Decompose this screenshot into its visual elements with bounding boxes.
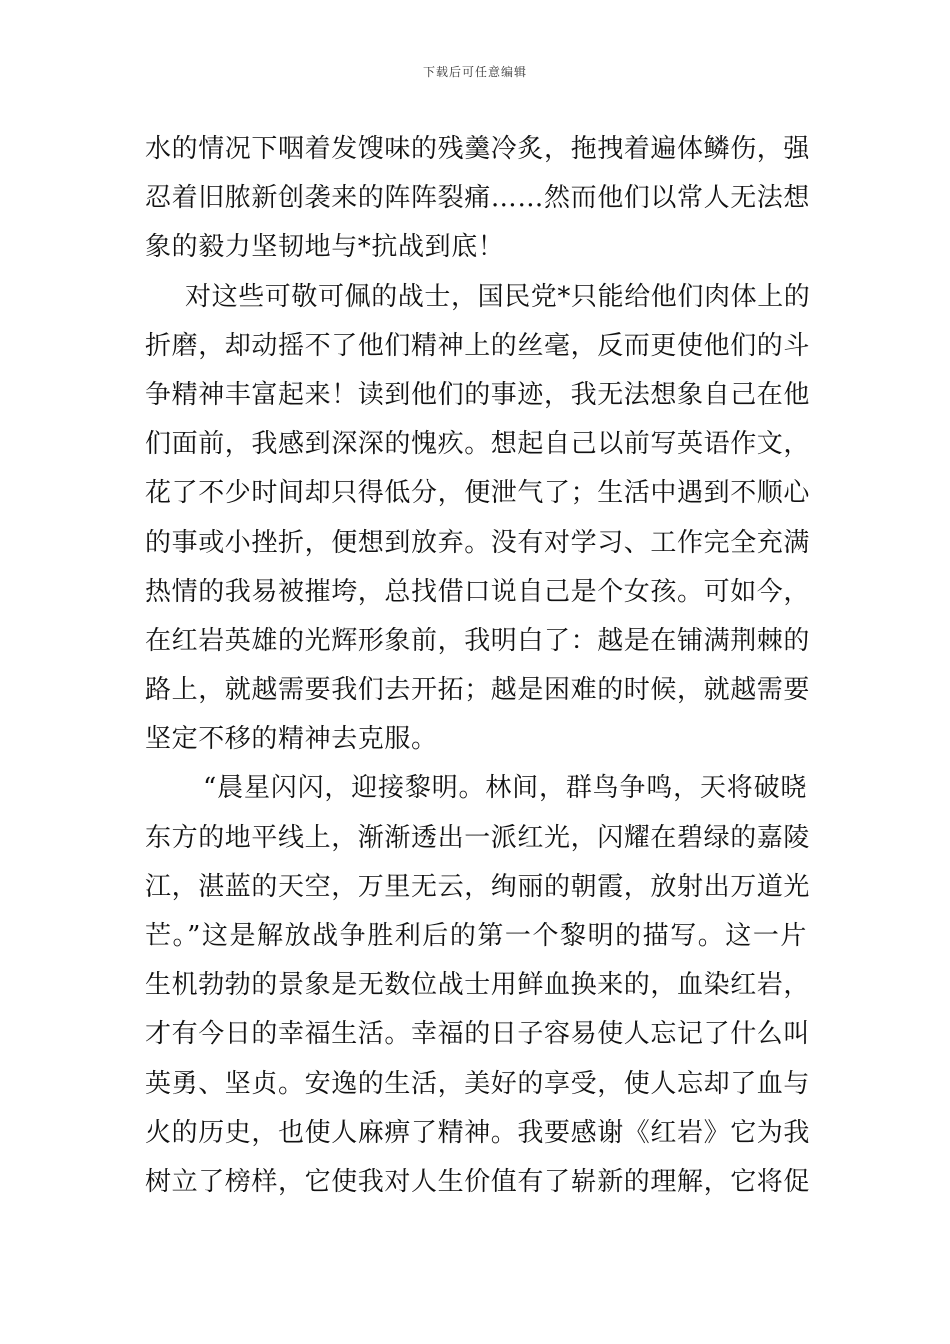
page-header: 下载后可任意编辑 bbox=[422, 65, 527, 79]
text-line: 坚定不移的精神去克服。 bbox=[145, 724, 438, 755]
document-body bbox=[145, 125, 811, 1207]
text-line: 在红岩英雄的光辉形象前，我明白了：越是在铺满荆棘的 bbox=[145, 625, 811, 656]
text-line: 象的毅力坚韧地与*抗战到底！ bbox=[145, 232, 505, 263]
paragraph-first-line: “晨星闪闪，迎接黎明。林间，群鸟争鸣，天将破晓 bbox=[203, 773, 807, 804]
text-line: 芒。”这是解放战争胜利后的第一个黎明的描写。这一片 bbox=[145, 921, 807, 951]
text-line: 花了不少时间却只得低分，便泄气了；生活中遇到不顺心 bbox=[145, 478, 811, 509]
text-line: 热情的我易被摧垮，总找借口说自己是个女孩。可如今， bbox=[145, 576, 811, 607]
text-line: 争精神丰富起来！读到他们的事迹，我无法想象自己在他 bbox=[145, 379, 811, 410]
text-line: 水的情况下咽着发馊味的残羹冷炙，拖拽着遍体鳞伤，强 bbox=[145, 134, 811, 164]
text-line: 东方的地平线上，渐渐透出一派红光，闪耀在碧绿的嘉陵 bbox=[145, 822, 811, 853]
text-line: 路上，就越需要我们去开拓；越是困难的时候，就越需要 bbox=[145, 675, 811, 706]
text-line: 忍着旧脓新创袭来的阵阵裂痛……然而他们以常人无法想 bbox=[145, 183, 811, 214]
text-line: 折磨，却动摇不了他们精神上的丝毫，反而更使他们的斗 bbox=[145, 330, 811, 361]
text-line: 的事或小挫折，便想到放弃。没有对学习、工作完全充满 bbox=[145, 527, 811, 558]
text-line: 江，湛蓝的天空，万里无云，绚丽的朝霞，放射出万道光 bbox=[145, 871, 811, 902]
text-line: 们面前，我感到深深的愧疚。想起自己以前写英语作文， bbox=[145, 429, 811, 460]
paragraph-first-line: 对这些可敬可佩的战士，国民党*只能给他们肉体上的 bbox=[185, 281, 811, 312]
text-line: 英勇、坚贞。安逸的生活，美好的享受，使人忘却了血与 bbox=[145, 1068, 811, 1099]
text-line: 才有今日的幸福生活。幸福的日子容易使人忘记了什么叫 bbox=[145, 1019, 811, 1050]
text-line: 生机勃勃的景象是无数位战士用鲜血换来的，血染红岩， bbox=[145, 970, 811, 1001]
text-line: 火的历史，也使人麻痹了精神。我要感谢《红岩》它为我 bbox=[145, 1117, 811, 1148]
text-line: 树立了榜样，它使我对人生价值有了崭新的理解，它将促 bbox=[145, 1166, 811, 1197]
